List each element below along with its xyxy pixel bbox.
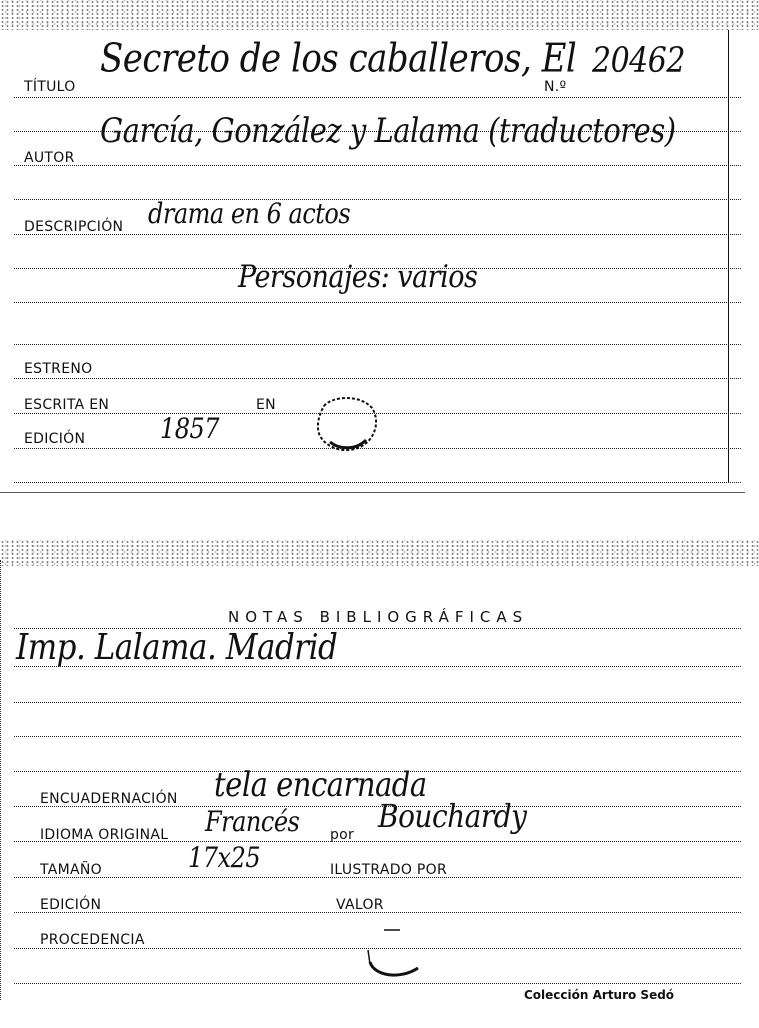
autor-value: García, González y Lalama (traductores) — [100, 110, 676, 150]
rule-line — [14, 199, 741, 200]
rule-line — [14, 97, 741, 98]
rule-line — [14, 302, 741, 303]
personajes-value: Personajes: varios — [238, 259, 478, 295]
rule-line — [14, 702, 741, 703]
card-top-edge-texture — [0, 0, 759, 30]
encuadernacion-value: tela encarnada — [214, 764, 427, 804]
rule-line — [14, 165, 741, 166]
por-label: por — [330, 827, 355, 843]
rule-line — [14, 378, 741, 379]
numero-label: N.º — [544, 79, 567, 95]
idioma-original-value: Francés — [205, 805, 300, 838]
edicion-label: EDICIÓN — [40, 897, 102, 913]
descripcion-value: drama en 6 actos — [148, 197, 351, 230]
estreno-label: ESTRENO — [24, 361, 93, 377]
valor-label: VALOR — [336, 897, 384, 913]
numero-value: 20462 — [592, 40, 685, 81]
notas-heading: NOTAS BIBLIOGRÁFICAS — [228, 608, 529, 626]
notas-value: Imp. Lalama. Madrid — [16, 626, 338, 668]
encuadernacion-label: ENCUADERNACIÓN — [40, 791, 178, 807]
punch-hole-mark — [310, 392, 382, 456]
procedencia-label: PROCEDENCIA — [40, 932, 145, 948]
en-label: EN — [256, 397, 276, 413]
catalog-card-back — [0, 540, 759, 1028]
edicion-value: 1857 — [160, 412, 220, 445]
ilustrado-por-label: ILUSTRADO POR — [330, 862, 447, 878]
edicion-label: EDICIÓN — [24, 431, 86, 447]
autor-label: AUTOR — [24, 150, 75, 166]
rule-line — [14, 344, 741, 345]
card-top-edge-texture — [0, 540, 759, 566]
tamano-value: 17x25 — [188, 841, 261, 874]
descripcion-label: DESCRIPCIÓN — [24, 219, 124, 235]
card-separator — [0, 492, 745, 493]
por-value: Bouchardy — [378, 797, 527, 835]
rule-line — [14, 736, 741, 737]
collection-footer: Colección Arturo Sedó — [524, 988, 675, 1002]
escrita-en-label: ESCRITA EN — [24, 397, 110, 413]
titulo-label: TÍTULO — [24, 79, 76, 95]
card-left-border — [0, 560, 1, 1000]
rule-line — [14, 482, 741, 483]
punch-hole-mark — [360, 926, 430, 984]
idioma-original-label: IDIOMA ORIGINAL — [40, 827, 169, 843]
titulo-value: Secreto de los caballeros, El — [100, 36, 577, 82]
tamano-label: TAMAÑO — [40, 862, 102, 878]
catalog-card-front — [0, 0, 759, 492]
